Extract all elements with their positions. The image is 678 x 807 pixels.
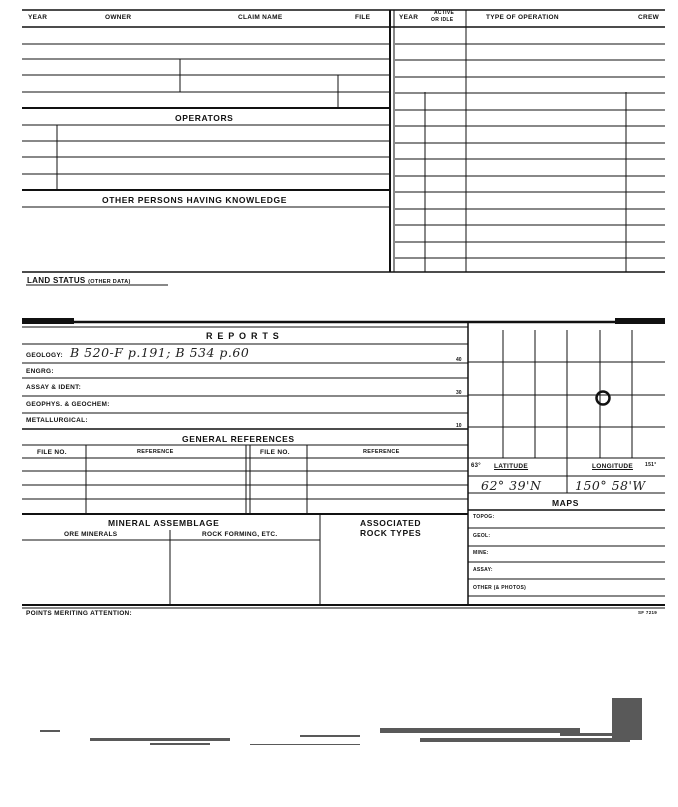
num-10: 10 [456,423,462,429]
lat-prefix: 63° [471,463,481,469]
mineral-assemblage-title: MINERAL ASSEMBLAGE [108,518,220,528]
longitude-value: 150° 58'W [575,478,646,493]
land-status-title: LAND STATUS [27,276,86,285]
ref-reference-1: REFERENCE [137,449,174,455]
ref-file-no-2: FILE NO. [260,449,290,456]
associated-label: ASSOCIATED [360,518,422,528]
geology-value: B 520-F p.191; B 534 p.60 [70,345,250,360]
header-or-idle: OR IDLE [431,17,454,23]
num-40: 40 [456,357,462,363]
ref-file-no-1: FILE NO. [37,449,67,456]
location-circle-marker [597,392,610,405]
maps-mine: MINE: [473,550,489,556]
latitude-label: LATITUDE [494,463,529,470]
maps-other: OTHER (& PHOTOS) [473,585,527,591]
header-owner: OWNER [105,14,132,21]
header-file: FILE [355,14,371,21]
metallurgical-label: METALLURGICAL: [26,417,88,424]
rock-forming-label: ROCK FORMING, ETC. [202,531,278,538]
assay-ident-label: ASSAY & IDENT: [26,384,82,391]
scan-noise [40,698,642,745]
longitude-label: LONGITUDE [592,463,633,470]
ore-minerals-label: ORE MINERALS [64,531,118,538]
maps-topog: TOPOG: [473,514,495,520]
land-status-sub: (OTHER DATA) [88,279,131,285]
reports-title: R E P O R T S [206,331,280,341]
operators-label: OPERATORS [175,113,234,123]
maps-assay: ASSAY: [473,567,493,573]
points-meriting-attention: POINTS MERITING ATTENTION: [26,610,133,617]
header-year: YEAR [28,14,48,21]
engrg-label: ENGRG: [26,368,54,375]
geology-label: GEOLOGY: [26,352,63,359]
land-status-label [27,276,131,285]
num-30: 30 [456,390,462,396]
ref-reference-2: REFERENCE [363,449,400,455]
header-active: ACTIVE [434,10,455,16]
geophys-label: GEOPHYS. & GEOCHEM: [26,401,110,408]
header-crew: CREW [638,14,660,21]
rock-types-label: ROCK TYPES [360,528,422,538]
header-year-2: YEAR [399,14,419,21]
maps-geol: GEOL: [473,533,491,539]
form-number: SF 7219 [638,610,658,615]
latitude-value: 62° 39'N [481,478,542,493]
header-type-of-operation: TYPE OF OPERATION [486,14,559,21]
other-persons-label: OTHER PERSONS HAVING KNOWLEDGE [102,195,288,205]
header-claim-name: CLAIM NAME [238,14,283,21]
general-references-title: GENERAL REFERENCES [182,434,295,444]
long-suffix: 151° [645,462,657,468]
maps-title: MAPS [552,498,579,508]
